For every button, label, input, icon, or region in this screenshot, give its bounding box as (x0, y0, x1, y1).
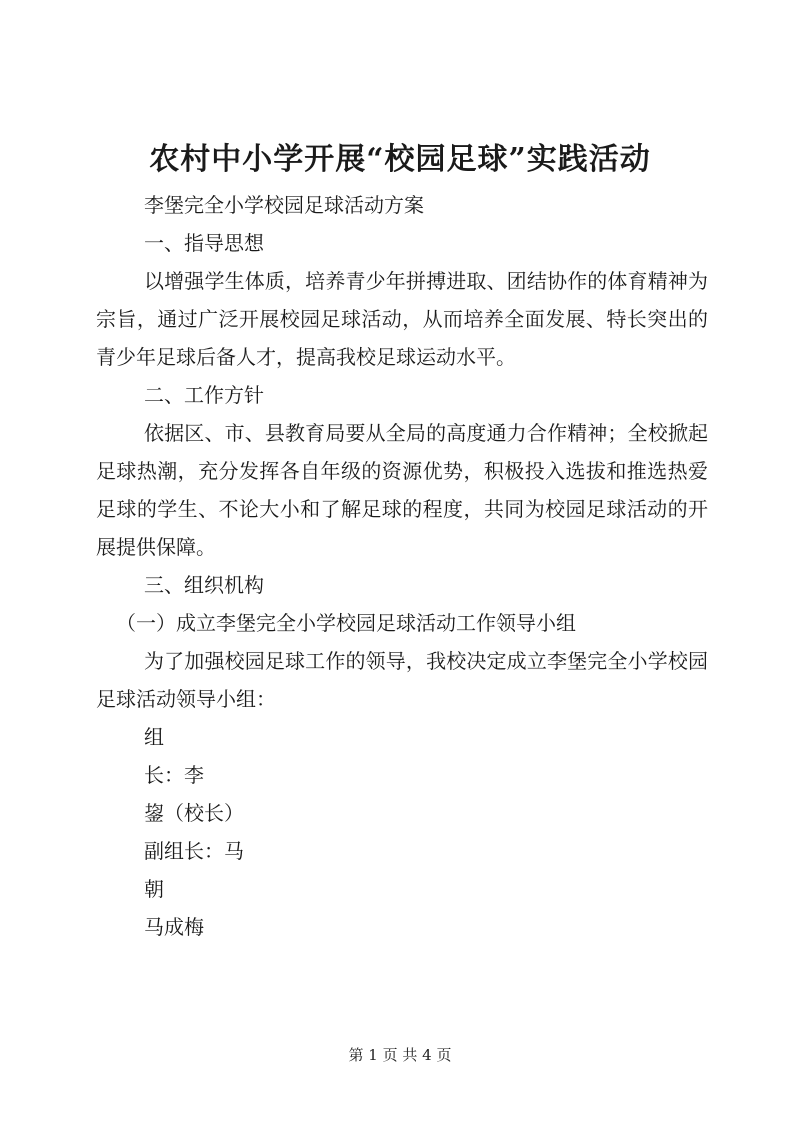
document-title: 农村中小学开展“校园足球”实践活动 (149, 142, 651, 177)
page-number-footer: 第 1 页 共 4 页 (348, 1046, 452, 1064)
heading-organization: 三、组织机构 (144, 573, 264, 597)
paragraph-guiding-ideology: 以增强学生体质，培养青少年拼搏进取、团结协作的体育精神为宗旨，通过广泛开展校园足球活动，从而培养全面发展、特长突出的青少年足球后备人才，提高我校足球运动水平。 (96, 269, 708, 369)
list-line: 朝 (144, 877, 164, 901)
list-line: 马成梅 (144, 915, 204, 939)
list-line: 组 (144, 725, 164, 749)
list-line: 副组长：马 (144, 839, 244, 863)
heading-guiding-ideology: 一、指导思想 (144, 231, 264, 255)
heading-work-policy: 二、工作方针 (144, 383, 264, 407)
paragraph-plan-title: 李堡完全小学校园足球活动方案 (144, 193, 424, 217)
document-body (96, 186, 708, 946)
list-line: 长：李 (144, 763, 204, 787)
paragraph-work-policy: 依据区、市、县教育局要从全局的高度通力合作精神；全校掀起足球热潮，充分发挥各自年级的资源优势，积极投入选拔和推选热爱足球的学生、不论大小和了解足球的程度，共同为校园足球活动的开展提供保障。 (96, 421, 708, 559)
paragraph-leading-group: 为了加强校园足球工作的领导，我校决定成立李堡完全小学校园足球活动领导小组： (96, 649, 708, 711)
list-line: 鋆（校长） (144, 801, 244, 825)
subheading-leading-group: （一）成立李堡完全小学校园足球活动工作领导小组 (116, 611, 576, 635)
